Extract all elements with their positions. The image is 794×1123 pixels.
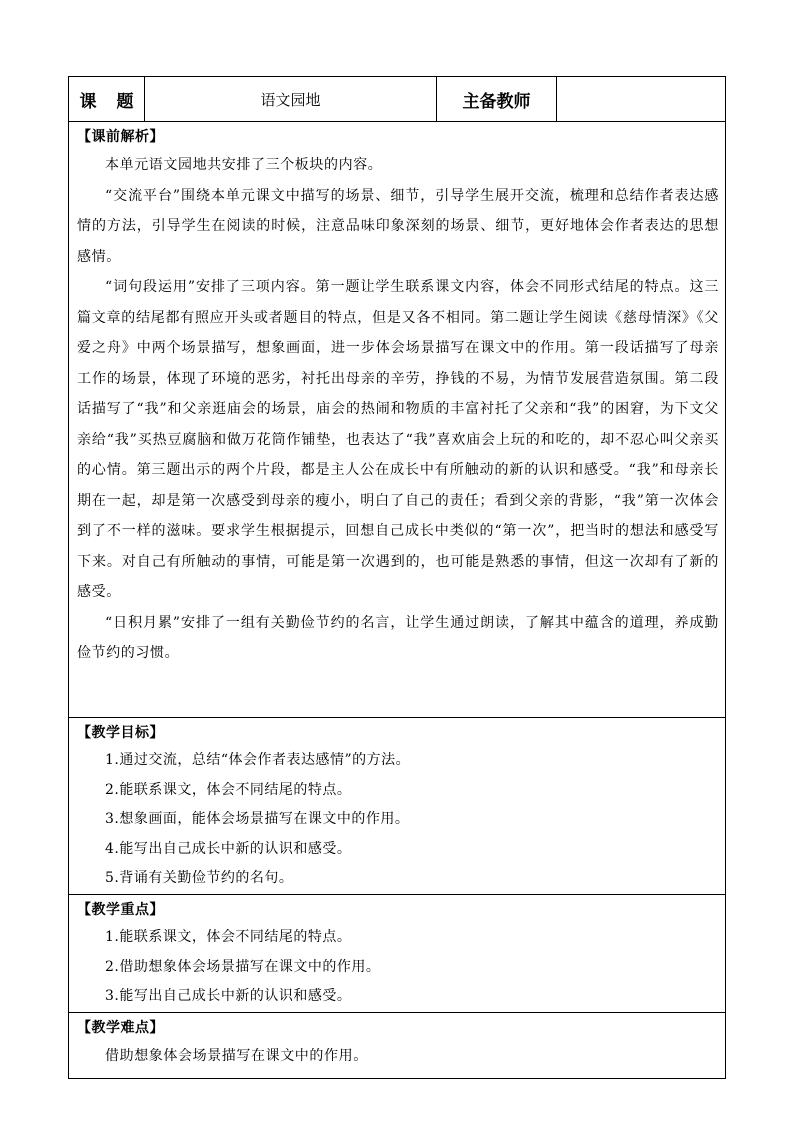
list-item: 1.通过交流，总结“体会作者表达感情”的方法。 bbox=[105, 752, 411, 768]
difficulty-paragraph: 借助想象体会场景描写在课文中的作用。 bbox=[105, 1048, 368, 1064]
section-title: 【教学目标】 bbox=[77, 725, 164, 741]
topic-value-cell bbox=[144, 77, 436, 121]
teacher-label: 主备教师 bbox=[462, 91, 531, 112]
section-title: 【课前解析】 bbox=[77, 129, 164, 145]
teaching-goals-section bbox=[69, 718, 725, 895]
list-item: 5.背诵有关勤俭节约的名句。 bbox=[105, 870, 294, 886]
analysis-paragraph: 本单元语文园地共安排了三个板块的内容。 bbox=[105, 157, 383, 173]
list-item: 3.想象画面，能体会场景描写在课文中的作用。 bbox=[105, 811, 410, 827]
difficulties-section bbox=[69, 1013, 725, 1078]
header-row bbox=[69, 77, 725, 122]
topic-value: 语文园地 bbox=[260, 90, 321, 109]
topic-label-char-2: 题 bbox=[116, 91, 134, 112]
topic-label-cell bbox=[69, 77, 144, 121]
list-item: 4.能写出自己成长中新的认识和感受。 bbox=[105, 840, 352, 857]
list-item: 2.借助想象体会场景描写在课文中的作用。 bbox=[105, 958, 381, 975]
analysis-paragraph: “交流平台”围绕本单元课文中描写的场景、细节，引导学生展开交流，梳理和总结作者表达感情的方法，引导学生在阅读的时候，注意品味印象深刻的场景、细节，更好地体会作者表达的思想感情。 bbox=[77, 187, 719, 265]
topic-label-char-1: 课 bbox=[79, 91, 97, 112]
teacher-value-cell bbox=[556, 77, 725, 121]
list-item: 3.能写出自己成长中新的认识和感受。 bbox=[105, 988, 352, 1004]
lesson-plan-table bbox=[68, 76, 726, 1079]
list-item: 1.能联系课文，体会不同结尾的特点。 bbox=[105, 929, 352, 945]
teacher-label-cell bbox=[436, 77, 556, 121]
section-title: 【教学难点】 bbox=[77, 1020, 164, 1036]
list-item: 2.能联系课文，体会不同结尾的特点。 bbox=[105, 781, 352, 798]
section-title: 【教学重点】 bbox=[77, 902, 164, 918]
analysis-paragraph: “词句段运用”安排了三项内容。第一题让学生联系课文内容，体会不同形式结尾的特点。这三篇文章的结尾都有照应开头或者题目的特点，但是又各不相同。第二题让学生阅读《慈母情深》《父爱之舟》中两个场景描写，想象画面，进一步体会场景描写在课文中的作用。第一段话描写了母亲工作的场景，体现了环境的恶劣，衬托出母亲的辛劳，挣钱的不易，为情节发展营造氛围。第二段话描写了“我”和父亲逛庙会的场景，庙会的热闹和物质的丰富衬托了父亲和“我”的困窘，为下文父亲给“我”买热豆腐脑和做万花筒作铺垫，也表达了“我”喜欢庙会上玩的和吃的，却不忍心叫父亲买的心情。第三题出示的两个片段，都是主人公在成长中有所触动的新的认识和感受。“我”和母亲长期在一起，却是第一次感受到母亲的瘦小，明白了自己的责任；看到父亲的背影，“我”第一次体会到了不一样的滋味。要求学生根据提示，回想自己成长中类似的“第一次”，把当时的想法和感受写下来。对自己有所触动的事情，可能是第一次遇到的，也可能是熟悉的事情，但这一次却有了新的感受。 bbox=[77, 279, 719, 600]
pre-class-analysis-section bbox=[69, 122, 725, 718]
key-points-section bbox=[69, 895, 725, 1013]
analysis-paragraph: “日积月累”安排了一组有关勤俭节约的名言，让学生通过朗读，了解其中蕴含的道理，养成勤俭节约的习惯。 bbox=[77, 614, 719, 661]
